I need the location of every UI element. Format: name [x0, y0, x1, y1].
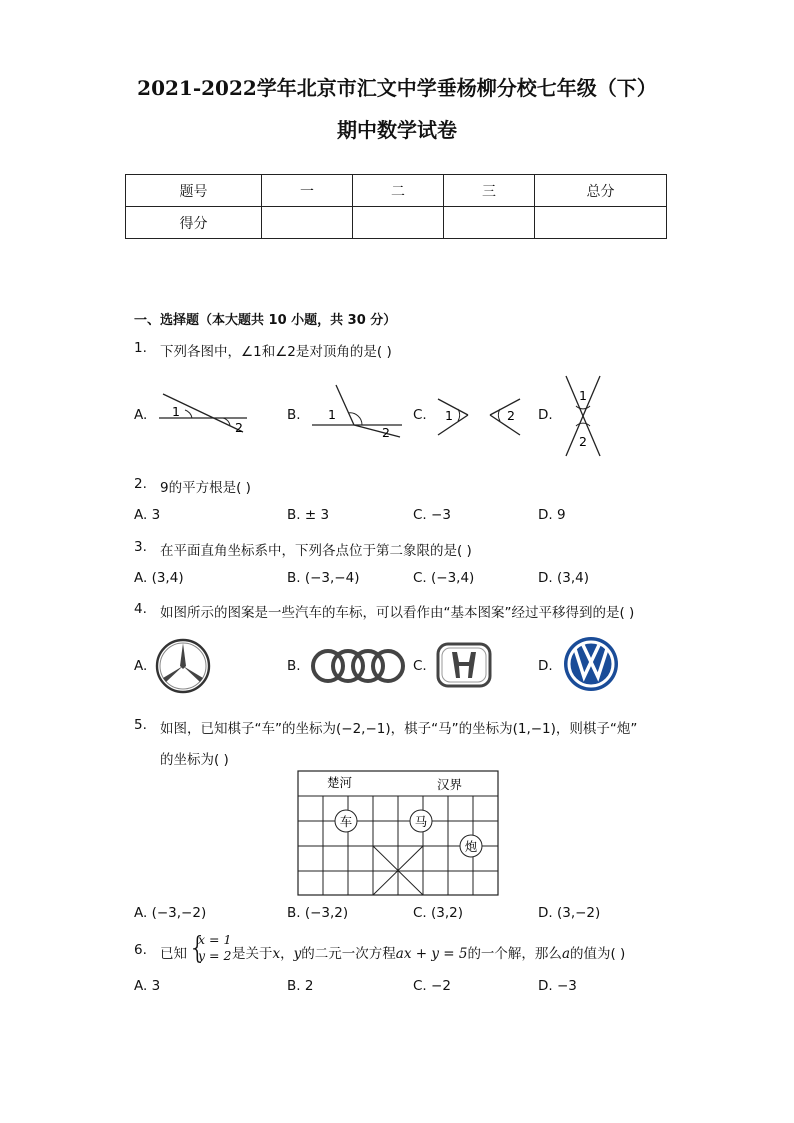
- table-cell: 三: [444, 175, 535, 207]
- exam-title-line1: 2021-2022学年北京市汇文中学垂杨柳分校七年级（下）: [137, 76, 657, 100]
- question-text: 9的平方根是( ): [160, 480, 251, 496]
- question-text: 如图，已知棋子“车”的坐标为(−2,−1)，棋子“马”的坐标为(1,−1)，则棋子“炮”: [160, 721, 638, 737]
- question-text: 如图所示的图案是一些汽车的车标，可以看作由“基本图案”经过平移得到的是( ): [160, 605, 635, 621]
- option-label: B.: [287, 407, 301, 423]
- question-number: 5.: [134, 717, 147, 733]
- question-number: 3.: [134, 539, 147, 555]
- question-text: 在平面直角坐标系中，下列各点位于第二象限的是( ): [160, 543, 472, 559]
- option-c[interactable]: C. −3: [413, 507, 451, 523]
- board-label-chuhe: 楚河: [327, 775, 353, 790]
- chess-piece-che: [335, 810, 357, 832]
- audi-logo-icon: [310, 648, 406, 684]
- angle-label: 1: [445, 408, 453, 423]
- option-c[interactable]: C. −2: [413, 978, 451, 994]
- option-label: A.: [134, 407, 148, 423]
- question-number: 2.: [134, 476, 147, 492]
- angle-label: 1: [172, 404, 180, 419]
- mercedes-logo-icon: [155, 638, 211, 694]
- angle-figure-c: [432, 395, 527, 440]
- option-d[interactable]: D. 9: [538, 507, 566, 523]
- option-b[interactable]: B. (−3,2): [287, 905, 349, 921]
- option-b[interactable]: B. 2: [287, 978, 314, 994]
- option-d[interactable]: D. (3,4): [538, 570, 589, 586]
- question-text: 下列各图中，∠1和∠2是对顶角的是( ): [160, 344, 392, 360]
- option-c[interactable]: C. (−3,4): [413, 570, 475, 586]
- score-table-score-row: [126, 207, 667, 239]
- angle-figure-a: [155, 386, 255, 436]
- question-number: 6.: [134, 942, 147, 958]
- chess-board: [297, 770, 499, 896]
- q6-prefix: 已知: [160, 946, 187, 962]
- angle-figure-b: [310, 383, 410, 443]
- option-a[interactable]: A. (3,4): [134, 570, 184, 586]
- option-label: C.: [413, 658, 427, 674]
- option-a[interactable]: A. 3: [134, 507, 161, 523]
- question-number: 4.: [134, 601, 147, 617]
- table-cell: 题号: [126, 175, 262, 207]
- board-label-hanjie: 汉界: [437, 777, 463, 792]
- equation-line-2: y = 2: [198, 948, 232, 963]
- table-cell: 一: [262, 175, 353, 207]
- option-a[interactable]: A. 3: [134, 978, 161, 994]
- table-cell: 二: [353, 175, 444, 207]
- volkswagen-logo-icon: [562, 635, 620, 693]
- question-text: [160, 933, 640, 967]
- option-label: B.: [287, 658, 301, 674]
- table-cell: 总分: [535, 175, 667, 207]
- angle-label: 2: [382, 425, 390, 440]
- section-heading: 一、选择题（本大题共 10 小题，共 30 分）: [134, 313, 397, 328]
- option-a[interactable]: A. (−3,−2): [134, 905, 207, 921]
- svg-text:车: 车: [339, 814, 353, 829]
- score-input-cell[interactable]: [262, 207, 353, 239]
- chess-piece-pao: [460, 835, 482, 857]
- score-table-header-row: [126, 175, 667, 207]
- brace-icon: {: [188, 931, 208, 966]
- score-input-cell[interactable]: [535, 207, 667, 239]
- honda-logo-icon: [436, 642, 492, 688]
- angle-label: 1: [328, 407, 336, 422]
- option-b[interactable]: B. (−3,−4): [287, 570, 360, 586]
- option-c[interactable]: C. (3,2): [413, 905, 464, 921]
- question-text: 的坐标为( ): [160, 752, 229, 768]
- score-input-cell[interactable]: [444, 207, 535, 239]
- angle-label: 2: [235, 420, 243, 435]
- question-number: 1.: [134, 340, 147, 356]
- angle-label: 2: [579, 434, 587, 449]
- q6-body: 是关于x，y的二元一次方程ax + y = 5的一个解，那么a的值为( ): [232, 946, 626, 962]
- option-label: C.: [413, 407, 427, 423]
- option-d[interactable]: D. −3: [538, 978, 577, 994]
- svg-text:马: 马: [414, 814, 428, 829]
- score-table: [125, 174, 667, 239]
- equation: ax + y = 5: [395, 946, 468, 962]
- exam-title-line2: 期中数学试卷: [337, 118, 457, 142]
- angle-figure-d: [560, 374, 610, 460]
- angle-label: 1: [579, 388, 587, 403]
- option-b[interactable]: B. ± 3: [287, 507, 330, 523]
- option-label: A.: [134, 658, 148, 674]
- table-cell: 得分: [126, 207, 262, 239]
- chess-piece-ma: [410, 810, 432, 832]
- score-input-cell[interactable]: [353, 207, 444, 239]
- option-d[interactable]: D. (3,−2): [538, 905, 601, 921]
- svg-text:炮: 炮: [464, 839, 478, 854]
- option-label: D.: [538, 658, 553, 674]
- option-label: D.: [538, 407, 553, 423]
- equation-line-1: x = 1: [198, 932, 232, 947]
- angle-label: 2: [507, 408, 515, 423]
